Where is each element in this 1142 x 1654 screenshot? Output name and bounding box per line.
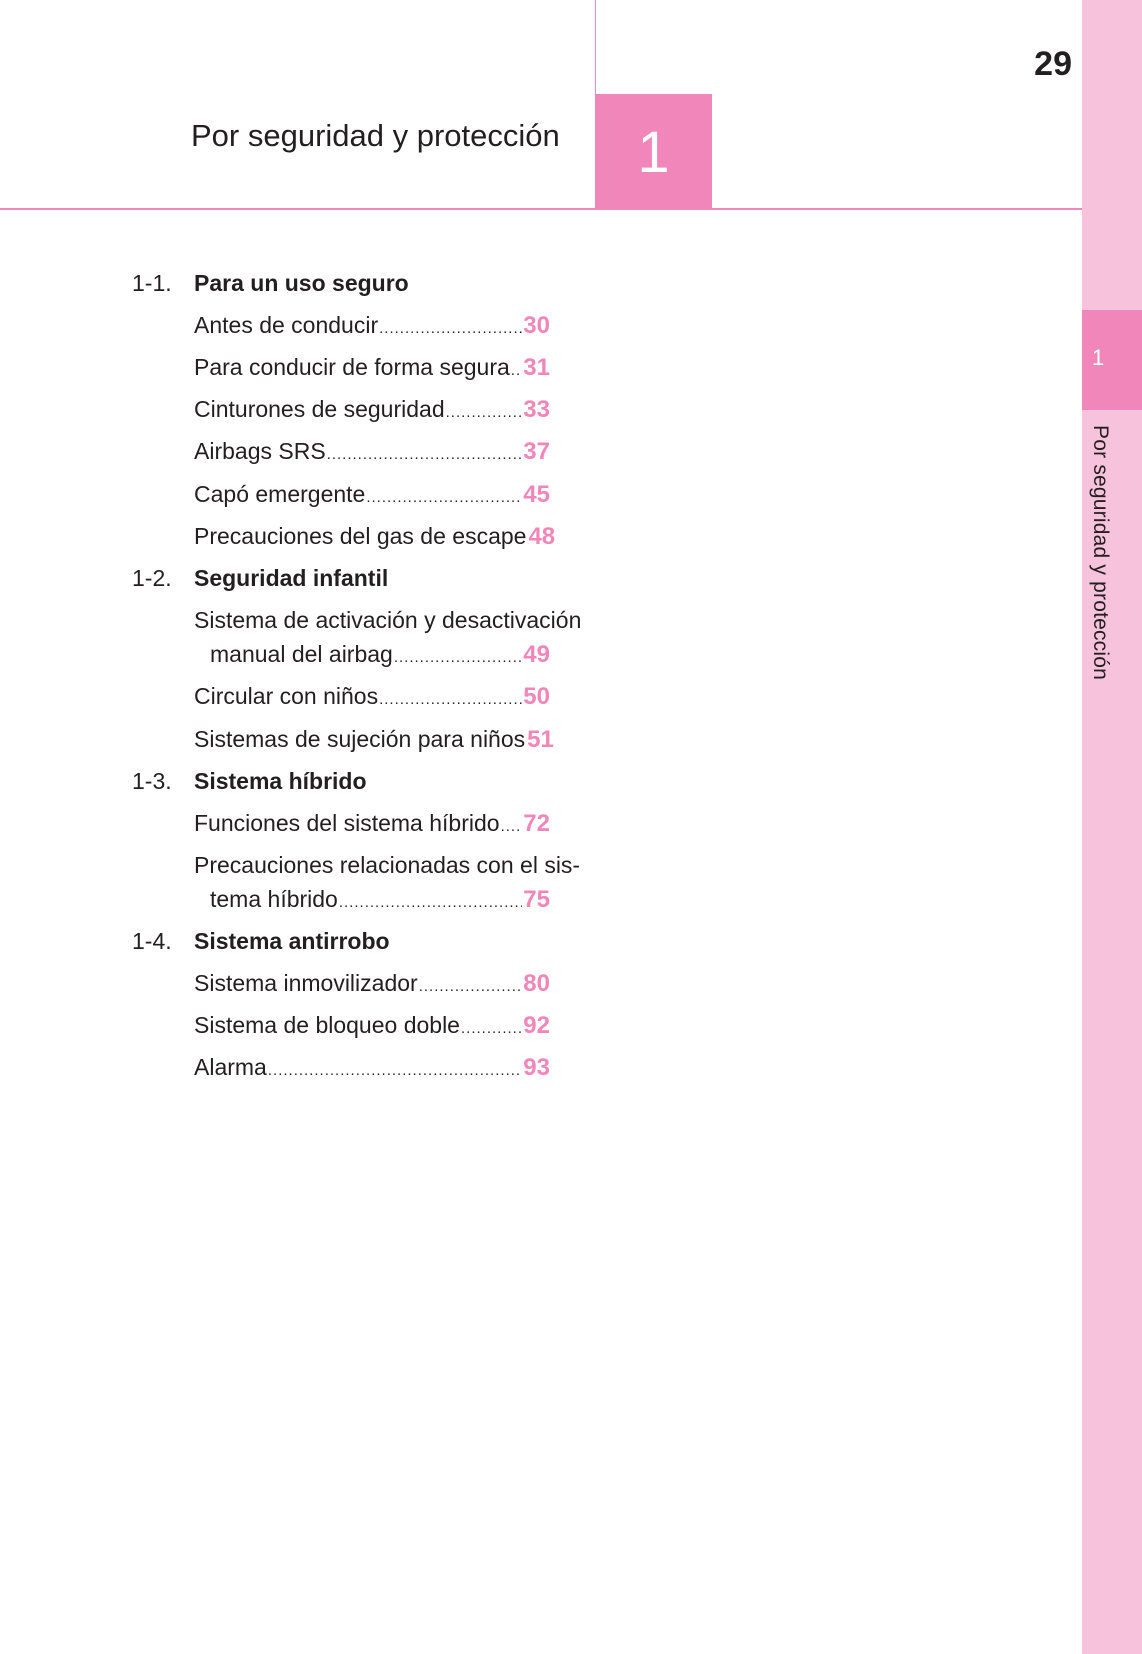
side-chapter-tab[interactable]: [1082, 310, 1142, 410]
toc-entry-title: Antes de conducir: [194, 312, 379, 338]
toc-entry[interactable]: [194, 479, 550, 513]
dot-leader: [461, 1014, 522, 1044]
dot-leader: [379, 314, 522, 344]
header-divider-horizontal: [0, 208, 1082, 210]
toc-entry[interactable]: [194, 681, 550, 715]
section-number: 1-2.: [132, 565, 172, 591]
side-chapter-label: Por seguridad y protección: [1089, 425, 1112, 681]
dot-leader: [268, 1056, 522, 1086]
dot-leader: [419, 972, 523, 1002]
toc-entry-page[interactable]: 75: [523, 886, 550, 913]
dot-leader: [394, 643, 522, 673]
dot-leader: [501, 812, 523, 842]
toc-entry-page[interactable]: 49: [523, 641, 550, 668]
toc-entry-page[interactable]: 33: [523, 396, 550, 423]
section-title: Para un uso seguro: [194, 270, 409, 296]
toc-entry-page[interactable]: 51: [527, 726, 554, 753]
toc-entry-title: Sistema de bloqueo doble: [194, 1012, 460, 1038]
toc-entry-page[interactable]: 93: [523, 1054, 550, 1081]
toc-entry-page[interactable]: 80: [523, 970, 550, 997]
dot-leader: [511, 356, 523, 386]
dot-leader: [446, 398, 523, 428]
toc-entry[interactable]: [194, 724, 554, 758]
section-number: 1-4.: [132, 928, 172, 954]
toc-entry[interactable]: [194, 352, 550, 386]
toc-entry-page[interactable]: 48: [528, 523, 556, 550]
toc-entry-title: Airbags SRS: [194, 438, 326, 464]
toc-entry[interactable]: [194, 310, 550, 344]
toc-entry-title: Capó emergente: [194, 481, 366, 507]
toc-entry[interactable]: [194, 605, 582, 673]
toc-entry-title: Alarma: [194, 1054, 267, 1080]
toc-entry[interactable]: [194, 808, 550, 842]
dot-leader: [339, 888, 522, 918]
side-thumb-strip: [1082, 0, 1142, 1654]
dot-leader: [327, 440, 523, 470]
toc-entry-page[interactable]: 30: [523, 312, 550, 339]
toc-entry-title: Funciones del sistema híbrido: [194, 810, 500, 836]
toc-entry[interactable]: [194, 521, 556, 555]
toc-entry-title: Circular con niños: [194, 683, 379, 709]
toc-entry-title: Cinturones de seguridad: [194, 396, 445, 422]
toc-entry-page[interactable]: 37: [523, 438, 550, 465]
toc-entry[interactable]: [194, 1010, 550, 1044]
section-number: 1-1.: [132, 270, 172, 296]
toc-entry-page[interactable]: 72: [523, 810, 550, 837]
toc-entry[interactable]: [194, 394, 550, 428]
toc-entry-title: Sistema de activación y desactivación: [194, 607, 582, 633]
toc-entry-title: Sistemas de sujeción para niños: [194, 726, 526, 752]
toc-entry-title: Para conducir de forma segura: [194, 354, 510, 380]
side-chapter-tab-number: 1: [1092, 345, 1105, 370]
section-title: Sistema antirrobo: [194, 928, 390, 954]
toc-entry-page[interactable]: 92: [523, 1012, 550, 1039]
dot-leader: [379, 685, 522, 715]
toc-entry-page[interactable]: 31: [523, 354, 550, 381]
dot-leader: [366, 483, 522, 513]
page-number: 29: [1034, 45, 1072, 83]
chapter-number: 1: [637, 120, 670, 185]
toc-entry[interactable]: [194, 1052, 550, 1086]
chapter-title: Por seguridad y protección: [191, 118, 560, 153]
section-title: Sistema híbrido: [194, 768, 367, 794]
toc-entry-title: Precauciones del gas de escape: [194, 523, 527, 549]
section-title: Seguridad infantil: [194, 565, 389, 591]
toc-entry-title-cont: tema híbrido: [210, 886, 338, 912]
section-number: 1-3.: [132, 768, 172, 794]
toc-entry[interactable]: [194, 436, 550, 470]
toc-entry-page[interactable]: 45: [523, 481, 550, 508]
toc-entry-page[interactable]: 50: [523, 683, 550, 710]
toc-entry-title: Sistema inmovilizador: [194, 970, 418, 996]
toc-entry-title-cont: manual del airbag: [210, 641, 393, 667]
toc-entry[interactable]: [194, 850, 581, 918]
toc-entry-title: Precauciones relacionadas con el sis-: [194, 852, 581, 878]
toc-entry[interactable]: [194, 968, 550, 1002]
